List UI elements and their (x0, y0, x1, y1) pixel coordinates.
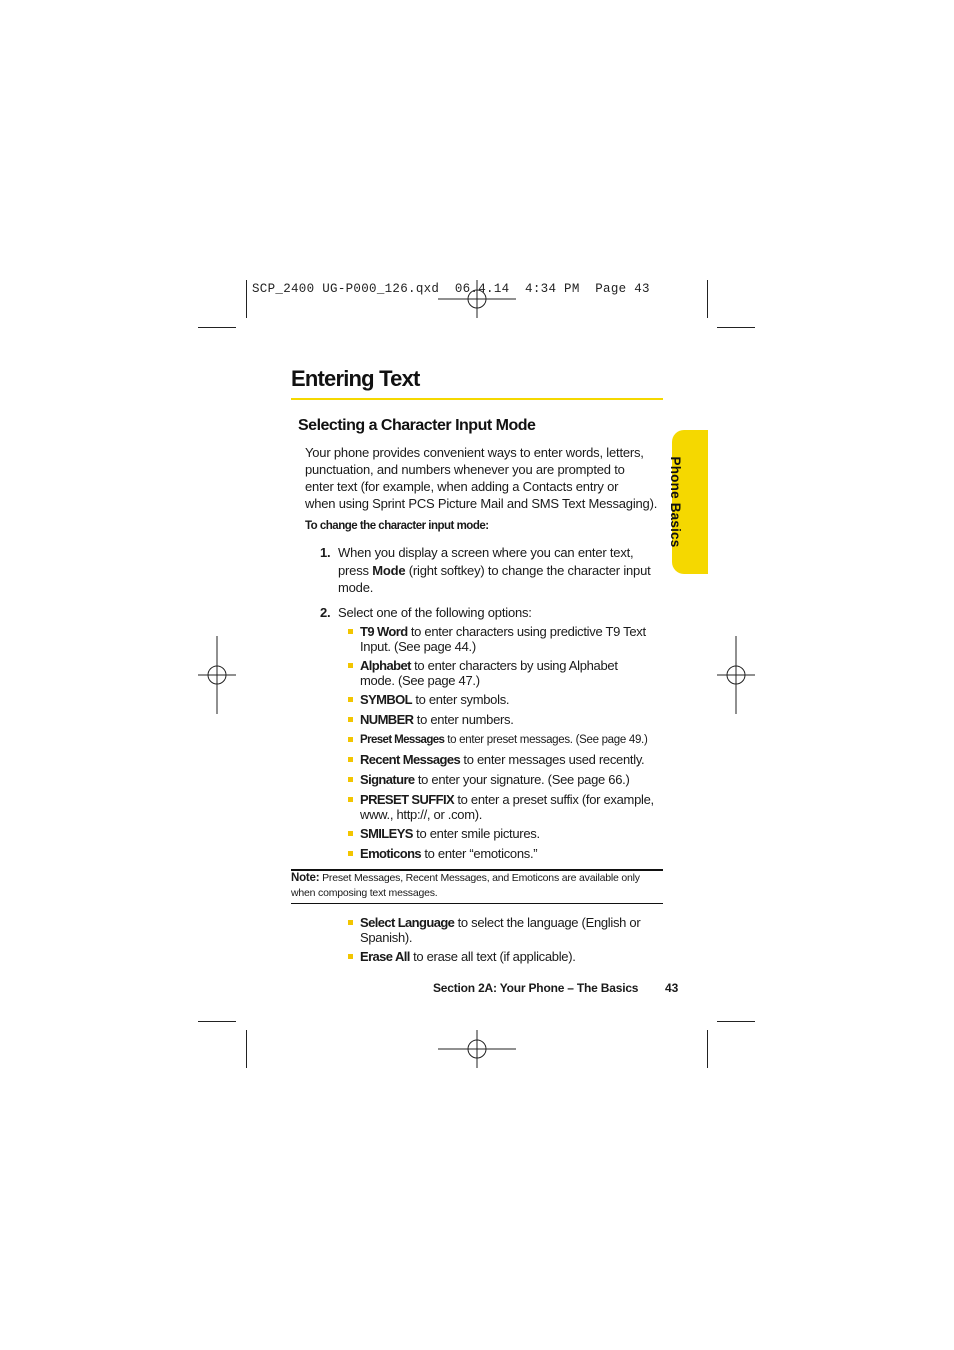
registration-mark-icon (717, 636, 755, 714)
page-title: Entering Text (291, 366, 420, 391)
crop-mark (246, 280, 247, 318)
list-item (360, 847, 537, 862)
crop-mark (198, 327, 236, 328)
option-text: to enter numbers. (413, 712, 514, 727)
option-text: Input. (See page 44.) (360, 638, 476, 654)
registration-mark-icon (198, 636, 236, 714)
intro-line: punctuation, and numbers whenever you are prompted to (305, 462, 625, 477)
bullet-icon (348, 629, 353, 634)
option-text: Spanish). (360, 929, 413, 945)
option-text: to select the language (English or (454, 915, 641, 930)
step-number: 1. (320, 545, 331, 560)
list-item (360, 916, 640, 945)
crop-mark (246, 1030, 247, 1068)
option-name: SMILEYS (360, 826, 413, 841)
option-text: to enter messages used recently. (460, 752, 645, 767)
option-text: to enter characters using predictive T9 Text (407, 624, 646, 639)
bullet-icon (348, 797, 353, 802)
bullet-icon (348, 851, 353, 856)
bullet-icon (348, 757, 353, 762)
intro-line: when using Sprint PCS Picture Mail and SMS Text Messaging). (305, 496, 658, 511)
option-text: to enter characters by using Alphabet (410, 658, 618, 673)
intro-paragraph (305, 444, 665, 512)
step-text: When you display a screen where you can enter text, (338, 545, 634, 560)
section-tab-label: Phone Basics (668, 456, 683, 548)
note-text: Preset Messages, Recent Messages, and Emoticons are available only (319, 872, 640, 884)
step-text: mode. (338, 580, 374, 595)
step-text-post: (right softkey) to change the character input (405, 562, 651, 578)
crop-mark (707, 280, 708, 318)
list-item (360, 733, 647, 748)
option-name: PRESET SUFFIX (360, 792, 455, 807)
list-item (360, 950, 576, 965)
option-text: to erase all text (if applicable). (409, 949, 576, 964)
print-slug: SCP_2400 UG-P000_126.qxd 06.4.14 4:34 PM Page 43 (252, 282, 650, 296)
option-text: www., http://, or .com). (360, 806, 483, 822)
mode-key: Mode (372, 562, 406, 578)
bullet-icon (348, 920, 353, 925)
note (291, 871, 663, 901)
option-name: Select Language (360, 915, 455, 930)
step-text: Select one of the following options: (338, 605, 532, 620)
section-heading: Selecting a Character Input Mode (298, 417, 536, 434)
note-rule-bottom (291, 903, 663, 904)
page-number: 43 (665, 981, 679, 995)
list-item (360, 625, 646, 654)
step-text (338, 562, 651, 580)
option-name: Emoticons (360, 846, 422, 861)
option-name: Erase All (360, 949, 410, 964)
note-label: Note: (291, 872, 320, 884)
intro-line: Your phone provides convenient ways to enter words, letters, (305, 445, 644, 460)
crop-mark (717, 327, 755, 328)
bullet-icon (348, 737, 353, 742)
crop-mark (198, 1021, 236, 1022)
list-item (360, 773, 629, 788)
option-name: NUMBER (360, 712, 414, 727)
note-line (291, 871, 663, 886)
crop-mark (707, 1030, 708, 1068)
bullet-icon (348, 717, 353, 722)
bullet-icon (348, 697, 353, 702)
step-2 (320, 604, 532, 622)
step-number: 2. (320, 605, 331, 620)
list-item (360, 693, 509, 708)
note-line: when composing text messages. (291, 887, 438, 899)
option-text: to enter “emoticons.” (421, 846, 538, 861)
step-text-pre: press (338, 562, 373, 578)
bullet-icon (348, 663, 353, 668)
option-text: to enter smile pictures. (412, 826, 540, 841)
option-text: to enter preset messages. (See page 49.) (444, 734, 648, 746)
footer-section: Section 2A: Your Phone – The Basics (433, 981, 639, 995)
option-name: Alphabet (360, 658, 411, 673)
bullet-icon (348, 954, 353, 959)
list-item (360, 713, 514, 728)
option-text: mode. (See page 47.) (360, 672, 480, 688)
list-item (360, 659, 618, 688)
option-name: Preset Messages (360, 734, 445, 746)
option-text: to enter symbols. (412, 692, 510, 707)
option-name: T9 Word (360, 624, 408, 639)
list-item (360, 753, 644, 768)
registration-mark-icon (438, 1030, 516, 1068)
option-text: to enter your signature. (See page 66.) (414, 772, 630, 787)
list-item (360, 793, 654, 822)
option-text: to enter a preset suffix (for example, (454, 792, 654, 807)
list-item (360, 827, 540, 842)
bullet-icon (348, 777, 353, 782)
title-underline (291, 398, 663, 400)
intro-line: enter text (for example, when adding a Contacts entry or (305, 479, 619, 494)
option-name: SYMBOL (360, 692, 413, 707)
crop-mark (717, 1021, 755, 1022)
section-tab (668, 430, 708, 574)
option-name: Signature (360, 772, 415, 787)
bullet-icon (348, 831, 353, 836)
option-name: Recent Messages (360, 752, 461, 767)
step-1 (320, 544, 651, 597)
procedure-label: To change the character input mode: (305, 520, 489, 532)
